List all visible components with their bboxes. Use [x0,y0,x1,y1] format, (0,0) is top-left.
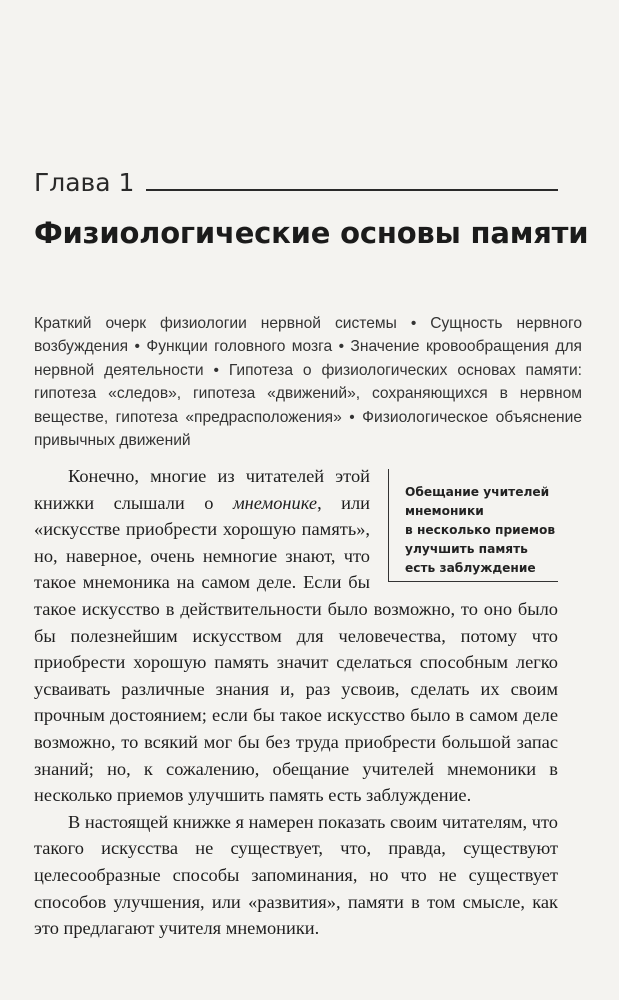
paragraph: В настоящей книжке я намерен показать своим читателям, что такого искусства не существует, что, правда, существуют целесообразные способы запоминания, но что не существует способов улучшения, или «развития», памяти в том смысле, как это предлагают учителя мнемоники. [34,811,558,939]
margin-note-line: улучшить память [405,542,528,556]
margin-note-line: Обещание учителей [405,485,550,499]
body-text [34,463,558,942]
margin-note-line: в несколько приемов [405,523,556,537]
chapter-heading [34,168,558,197]
chapter-title: Физиологические основы памяти [34,216,589,250]
emphasized-term: мнемонике [232,492,318,513]
paragraph-text: , или «искусстве приобрести хорошую память», но, наверное, очень немногие знают, что такое мнемоника на самом деле. Если бы такое искусство в действительности было возможно, то оно было бы полезнейшим искусством для человечества, потому что приобрести хорошую память значит сделаться способным легко усваивать различные знания и, раз усвоив, сделать их своим прочным достоянием; если бы такое искусство было в самом деле возможно, то всякий мог бы без труда приобрести большой запас знаний; но, к сожалению, обещание учителей мнемоники в несколько приемов улучшить память есть заблуждение. [34,492,558,806]
margin-note-line: мнемоники [405,504,484,518]
chapter-number: Глава 1 [34,168,135,197]
margin-note [388,469,558,582]
chapter-summary: Краткий очерк физиологии нервной системы • Сущность нервного возбуждения • Функции головного мозга • Значение кровообращения для нервной деятельности • Гипотеза о физиологических основах памяти: гипотеза «следов», гипотеза «движений», сохраняющихся в нервном веществе, гипотеза «предрасположения» • Физиологическое объяснение привычных движений [34,315,582,450]
paragraph-text: Конечно, многие из читателей этой книжки слышали о [34,466,370,513]
margin-note-line: есть заблуждение [405,561,536,575]
chapter-rule [146,189,558,191]
